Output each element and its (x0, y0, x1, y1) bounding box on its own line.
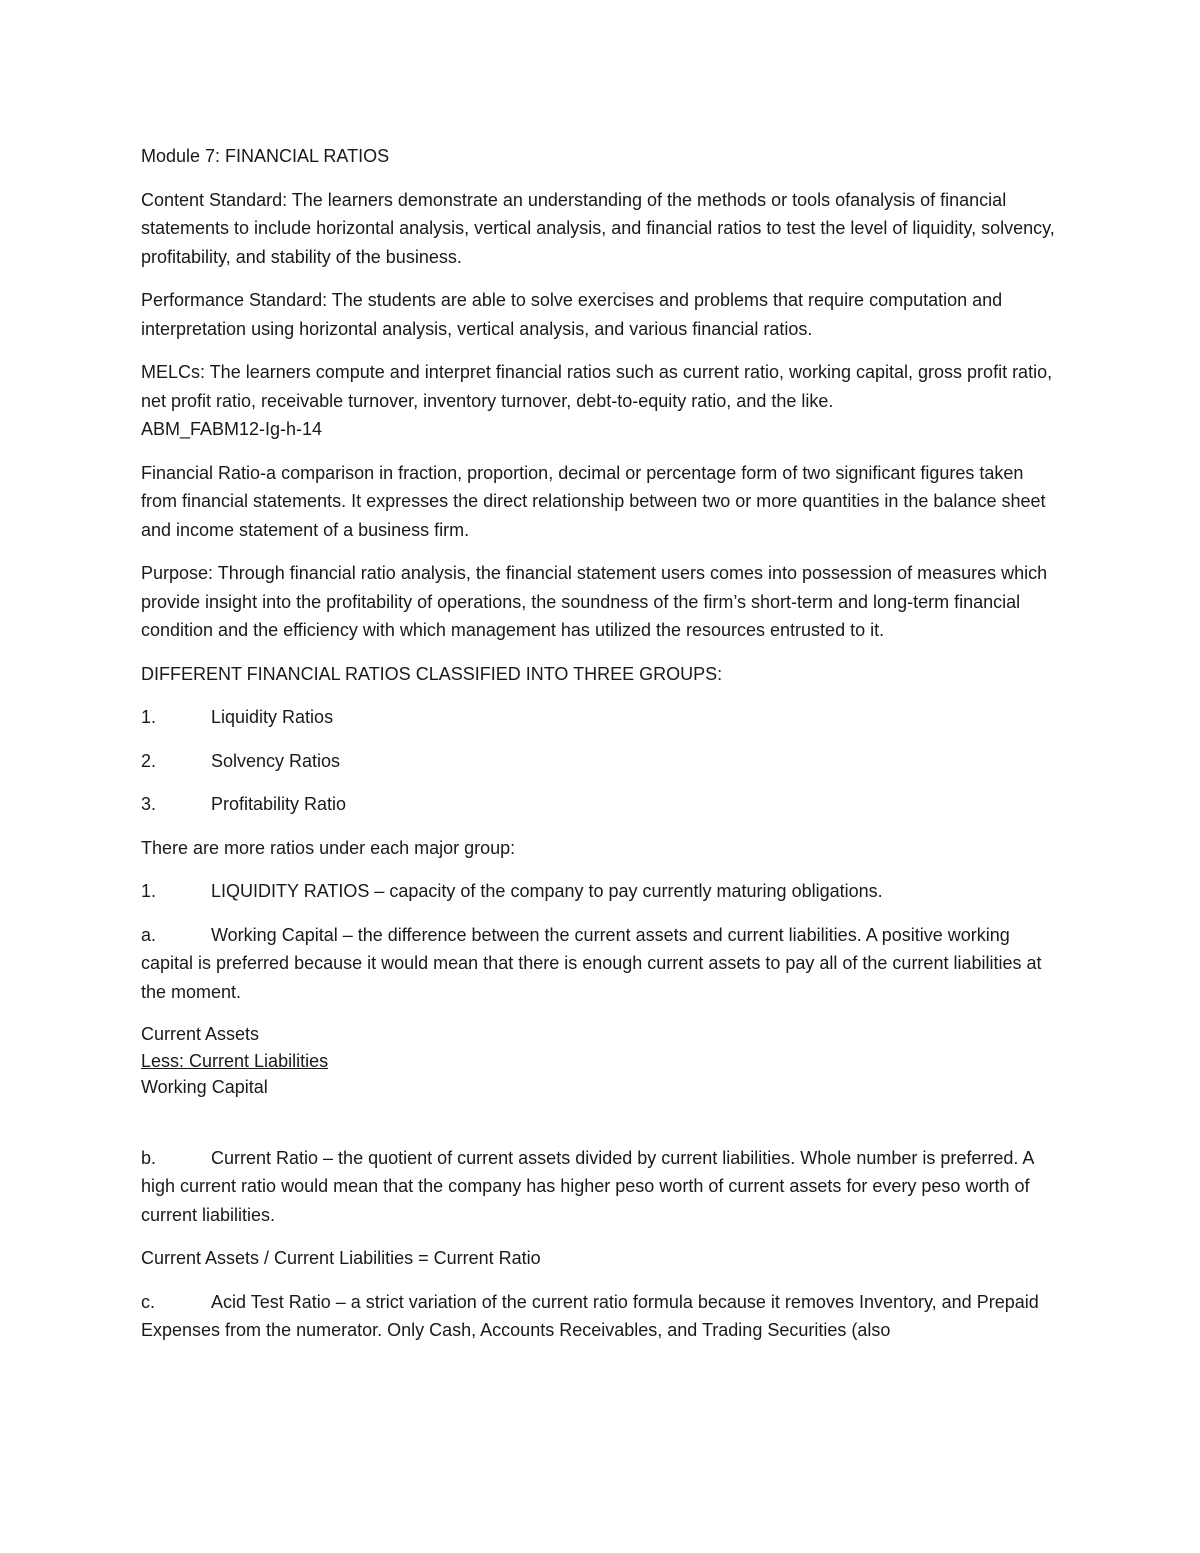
acid-test-text: Acid Test Ratio – a strict variation of the current ratio formula because it removes Inventory, and Prepaid Expenses from the numerator. Only Cash, Accounts Receivables, and Trading Securities (also (141, 1291, 1039, 1340)
melcs-block (141, 358, 1056, 444)
performance-standard-paragraph: Performance Standard: The students are able to solve exercises and problems that require computation and interpretation using horizontal analysis, vertical analysis, and various financial ratios. (141, 290, 1003, 339)
list-letter: a. (141, 924, 157, 945)
content-standard-paragraph: Content Standard: The learners demonstrate an understanding of the methods or tools ofanalysis of financial statements to include horizontal analysis, vertical analysis, and financial ratios to test the level of liquidity, solvency, profitability, and stability of the business. (141, 189, 1055, 267)
working-capital-item (141, 921, 1056, 1007)
groups-heading: DIFFERENT FINANCIAL RATIOS CLASSIFIED INTO THREE GROUPS: (141, 663, 723, 684)
melcs-code: ABM_FABM12-Ig-h-14 (141, 419, 323, 439)
melcs-paragraph: MELCs: The learners compute and interpret financial ratios such as current ratio, working capital, gross profit ratio, net profit ratio, receivable turnover, inventory turnover, debt-to-equity ratio, and the like. (141, 362, 1053, 411)
formula-line-current-assets: Current Assets (141, 1024, 260, 1044)
current-ratio-text: Current Ratio – the quotient of current assets divided by current liabilities. Whole number is preferred. A high current ratio would mean that the company has higher peso worth of current assets for every peso worth of current liabilities. (141, 1147, 1034, 1225)
list-number: 3. (141, 794, 157, 814)
spacer (141, 1116, 1056, 1144)
acid-test-item (141, 1288, 1056, 1345)
list-number: 1. (141, 707, 157, 727)
group-list-item (141, 747, 1056, 776)
list-label: Solvency Ratios (211, 750, 341, 771)
list-number: 1. (141, 881, 157, 901)
current-ratio-formula: Current Assets / Current Liabilities = Current Ratio (141, 1248, 541, 1268)
list-label: Liquidity Ratios (211, 707, 334, 727)
working-capital-text: Working Capital – the difference between the current assets and current liabilities. A positive working capital is preferred because it would mean that there is enough current assets to pay all of the current liabilities at the moment. (141, 924, 1042, 1002)
formula-line-less-current-liabilities: Less: Current Liabilities (141, 1050, 329, 1071)
purpose-paragraph: Purpose: Through financial ratio analysis, the financial statement users comes into possession of measures which provide insight into the profitability of operations, the soundness of the firm’s short-term and long-term financial condition and the efficiency with which management has utilized the resources entrusted to it. (141, 563, 1048, 640)
list-label: Profitability Ratio (211, 794, 347, 814)
module-title: Module 7: FINANCIAL RATIOS (141, 146, 390, 166)
group-list-item (141, 703, 1056, 732)
more-ratios-text: There are more ratios under each major group: (141, 837, 516, 858)
liquidity-ratios-item (141, 877, 1056, 906)
working-capital-formula (141, 1021, 1056, 1101)
financial-ratio-definition: Financial Ratio-a comparison in fraction, proportion, decimal or percentage form of two significant figures taken from financial statements. It expresses the direct relationship between two or more quantities in the balance sheet and income statement of a business firm. (141, 462, 1046, 540)
group-list-item (141, 790, 1056, 819)
list-letter: b. (141, 1147, 157, 1168)
formula-line-working-capital: Working Capital (141, 1077, 268, 1097)
liquidity-ratios-text: LIQUIDITY RATIOS – capacity of the company to pay currently maturing obligations. (211, 881, 883, 901)
current-ratio-item (141, 1144, 1056, 1230)
list-letter: c. (141, 1291, 156, 1312)
list-number: 2. (141, 750, 157, 771)
document-page (141, 142, 1056, 1360)
